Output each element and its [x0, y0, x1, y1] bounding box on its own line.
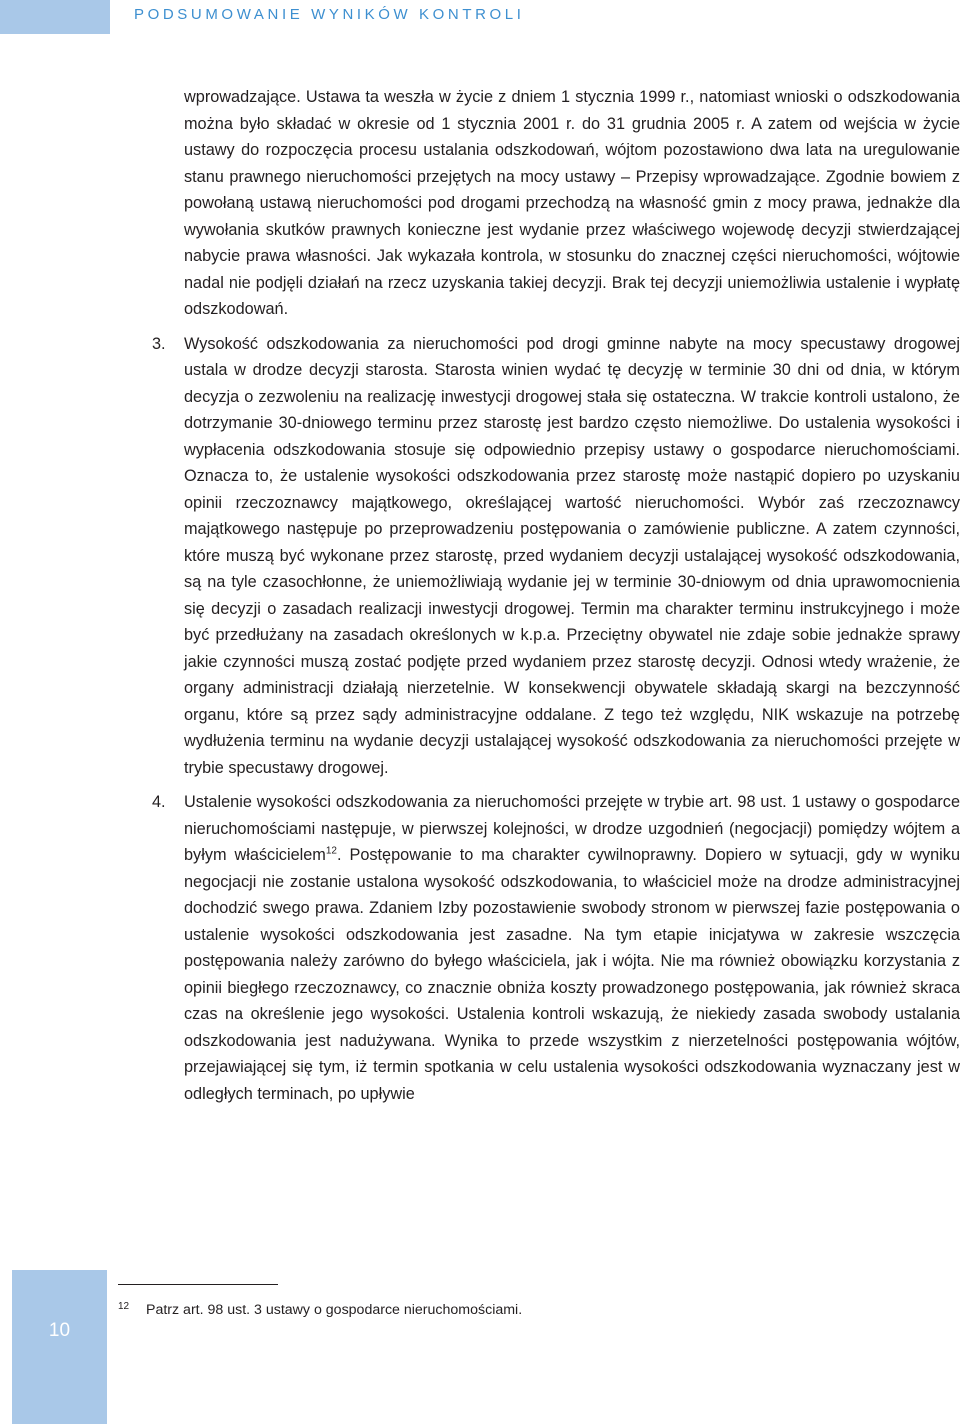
header-color-block [0, 0, 110, 34]
page-number: 10 [48, 1320, 71, 1341]
list-number: 4. [152, 793, 166, 811]
footnote-divider [118, 1284, 278, 1285]
paragraph-item-4 [184, 789, 960, 1107]
list-item-4 [152, 789, 960, 1107]
page-header [0, 0, 960, 34]
page-number-box [12, 1270, 107, 1424]
main-text [152, 84, 960, 1107]
paragraph-item-3: Wysokość odszkodowania za nieruchomości pod drogi gminne nabyte na mocy specustawy drogowej ustala w drodze decyzji starosta. Starosta winien wydać tę decyzję w terminie 30 dni od dnia, w którym decyzja o zezwoleniu na realizację inwestycji drogowej stała się ostateczna. W trakcie kontroli ustalono, że dotrzymanie 30-dniowego terminu przez starostę jest bardzo często niemożliwe. Do ustalenia wysokości i wypłacenia odszkodowania stosuje się odpowiednio przepisy ustawy o gospodarce nieruchomościami. Oznacza to, że ustalenie wysokości odszkodowania przez starostę może nastąpić dopiero po uzyskaniu opinii rzeczoznawcy majątkowego, określającej wartość nieruchomości. Wybór zaś rzeczoznawcy majątkowego następuje po przeprowadzeniu postępowania o zamówienie publiczne. A zatem czynności, które muszą być wykonane przez starostę, przed wydaniem decyzji ustalającej wysokość odszkodowania, są na tyle czasochłonne, że uniemożliwiają wydanie jej w terminie 30-dniowym od dnia uprawomocnienia się decyzji o zasadach realizacji inwestycji drogowej. Termin ma charakter terminu instrukcyjnego i może być przedłużany na zasadach określonych w k.p.a. Przeciętny obywatel nie zdaje sobie jednakże sprawy jakie czynności muszą zostać podjęte przed wydaniem przez starostę decyzji. Odnosi wtedy wrażenie, że organy administracji działają nierzetelnie. W konsekwencji obywatele składają skargi na bezczynność organu, które są przez sądy administracyjne oddalane. Z tego też względu, NIK wskazuje na potrzebę wydłużenia terminu na wydanie decyzji ustalającej wysokość odszkodowania za nieruchomości przejęte w trybie specustawy drogowej. [184, 334, 960, 777]
paragraph-intro: wprowadzające. Ustawa ta weszła w życie z dniem 1 stycznia 1999 r., natomiast wnioski o odszkodowania można było składać w okresie od 1 stycznia 2001 r. do 31 grudnia 2005 r. A zatem od wejścia w życie ustawy do rozpoczęcia procesu ustalania odszkodowań, wójtom pozostawiono dwa lata na uregulowanie stanu prawnego nieruchomości przejętych na mocy ustawy – Przepisy wprowadzające. Zgodnie bowiem z powołaną ustawą nieruchomości pod drogami przechodzą na własność gmin z mocy prawa, jednakże dla wywołania skutków prawnych konieczne jest wydanie przez właściwego wojewodę decyzji stwierdzającej nabycie prawa własności. Jak wykazała kontrola, w stosunku do znacznej części nieruchomości, wójtowie nadal nie podjęli działań na rzecz uzyskania takiej decyzji. Brak tej decyzji uniemożliwia ustalenie i wypłatę odszkodowań. [184, 88, 960, 318]
paragraph-item-4-part-1: Ustalenie wysokości odszkodowania za nieruchomości przejęte w trybie art. 98 ust. 1 ustawy o gospodarce nieruchomościami następuje, w pierwszej kolejności, w drodze uzgodnień (negocjacji) pomiędzy wójtem a byłym właścicielem [184, 793, 960, 864]
footnote-mark: 12 [118, 1301, 130, 1312]
paragraph-item-4-part-2: . Postępowanie to ma charakter cywilnoprawny. Dopiero w sytuacji, gdy w wyniku negocjacji nie zostanie ustalona wysokość odszkodowania, to właściciel może na drodze administracyjnej dochodzić swego prawa. Zdaniem Izby pozostawienie swobody stronom w pierwszej fazie postępowania o ustalenie wysokości odszkodowania jest zasadne. Na tym etapie inicjatywa w zakresie wszczęcia postępowania należy zarówno do byłego właściciela, jak i wójta. Nie ma również obowiązku korzystania z opinii biegłego rzeczoznawcy, co znacznie obniża koszty prowadzonego postępowania, jak również skraca czas na określenie jego wysokości. Ustalenia kontroli wskazują, że niekiedy zasada swobody ustalania odszkodowania jest nadużywana. Wynika to przede wszystkim z nierzetelności postępowania wójtów, przejawiającej się tym, iż termin spotkania w celu ustalenia wysokości odszkodowania wyznaczany jest w odległych terminach, po upływie [184, 846, 960, 1103]
list-number: 3. [152, 334, 166, 353]
list-item-3 [152, 331, 960, 782]
footnote-reference[interactable]: 12 [325, 845, 337, 857]
running-header-title: PODSUMOWANIE WYNIKÓW KONTROLI [134, 6, 525, 23]
footnote [118, 1302, 522, 1318]
footnote-text: Patrz art. 98 ust. 3 ustawy o gospodarce nieruchomościami. [146, 1302, 523, 1318]
